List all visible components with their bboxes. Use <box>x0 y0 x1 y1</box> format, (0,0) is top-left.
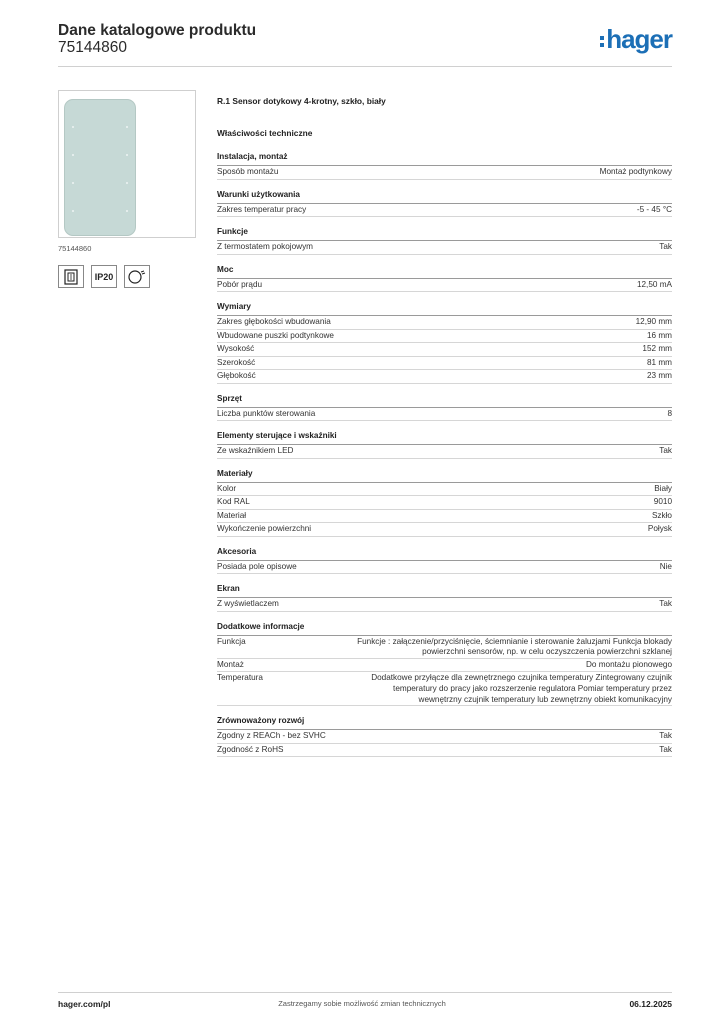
spec-row <box>217 659 672 673</box>
spec-section <box>217 302 672 384</box>
header-divider <box>58 66 672 67</box>
spec-label: Materiał <box>217 510 247 520</box>
footer-website[interactable]: hager.com/pl <box>58 999 111 1009</box>
spec-label: Z termostatem pokojowym <box>217 242 314 251</box>
spec-row <box>217 598 672 612</box>
spec-value: Tak <box>659 744 672 754</box>
spec-value: 12,90 mm <box>635 317 672 326</box>
touch-sensor-panel <box>64 99 136 236</box>
spec-row <box>217 316 672 330</box>
spec-label: Zakres głębokości wbudowania <box>217 317 331 326</box>
footer-divider <box>58 992 672 993</box>
hager-logo <box>600 26 672 52</box>
section-title: Moc <box>217 265 672 279</box>
spec-section <box>217 622 672 707</box>
spec-label: Wysokość <box>217 344 255 353</box>
spec-value: 81 mm <box>646 357 672 367</box>
spec-row <box>217 730 672 744</box>
spec-section <box>217 469 672 537</box>
spec-value: 23 mm <box>646 371 672 380</box>
spec-label: Zgodność z RoHS <box>217 744 284 754</box>
spec-row <box>217 672 672 706</box>
spec-row <box>217 241 672 255</box>
spec-label: Zgodny z REACh - bez SVHC <box>217 731 326 741</box>
spec-section <box>217 547 672 575</box>
section-title: Sprzęt <box>217 394 672 408</box>
product-title: R.1 Sensor dotykowy 4-krotny, szkło, biały <box>217 96 386 106</box>
section-title: Zrównoważony rozwój <box>217 716 672 730</box>
product-number: 75144860 <box>58 39 127 56</box>
spec-value: Szkło <box>651 510 672 520</box>
spec-row <box>217 561 672 575</box>
spec-label: Liczba punktów sterowania <box>217 408 316 418</box>
feature-icons <box>58 265 150 288</box>
spec-row <box>217 343 672 357</box>
spec-value: Tak <box>659 731 672 741</box>
spec-label: Wykończenie powierzchni <box>217 524 312 533</box>
spec-value: Tak <box>659 446 672 455</box>
spec-section <box>217 152 672 180</box>
spec-label: Z wyświetlaczem <box>217 599 279 608</box>
spec-row <box>217 204 672 218</box>
spec-row <box>217 166 672 180</box>
page-title: Dane katalogowe produktu <box>58 22 257 39</box>
spec-row <box>217 445 672 459</box>
spec-section <box>217 265 672 293</box>
properties-title: Właściwości techniczne <box>217 128 313 138</box>
image-caption: 75144860 <box>58 244 92 253</box>
spec-value: Funkcje : załączenie/przyciśnięcie, ściemnianie i sterowanie żaluzjami Funkcja blokady powierzchni sensorów, np. w celu oczyszczenia powierzchni szklanej <box>357 636 672 657</box>
spec-label: Zakres temperatur pracy <box>217 204 307 214</box>
spec-section <box>217 584 672 612</box>
spec-label: Wbudowane puszki podtynkowe <box>217 330 334 340</box>
spec-section <box>217 227 672 255</box>
spec-label: Posiada pole opisowe <box>217 561 297 571</box>
spec-value: -5 - 45 °C <box>636 204 672 214</box>
spec-section <box>217 190 672 218</box>
spec-label: Temperatura <box>217 673 263 683</box>
ip-rating-icon: IP20 <box>91 265 117 288</box>
spec-value: 12,50 mA <box>636 279 672 289</box>
section-title: Instalacja, montaż <box>217 152 672 166</box>
spec-row <box>217 636 672 659</box>
spec-value: 9010 <box>653 497 672 506</box>
section-title: Dodatkowe informacje <box>217 622 672 636</box>
section-title: Wymiary <box>217 302 672 316</box>
spec-value: 152 mm <box>642 344 672 353</box>
spec-value: 8 <box>667 408 672 418</box>
spec-row <box>217 408 672 422</box>
spec-row <box>217 279 672 293</box>
spec-label: Pobór prądu <box>217 279 263 289</box>
section-title: Elementy sterujące i wskaźniki <box>217 431 672 445</box>
spec-value: Montaż podtynkowy <box>599 167 672 176</box>
logo-text: hager <box>606 24 672 54</box>
spec-value: 16 mm <box>646 330 672 340</box>
spec-value: Do montażu pionowego <box>585 659 672 669</box>
spec-label: Kolor <box>217 483 237 493</box>
spec-label: Szerokość <box>217 357 256 367</box>
spec-label: Ze wskaźnikiem LED <box>217 446 294 455</box>
section-title: Akcesoria <box>217 547 672 561</box>
product-image <box>58 90 196 238</box>
spec-row <box>217 510 672 524</box>
spec-row <box>217 357 672 371</box>
spec-row <box>217 483 672 497</box>
section-title: Warunki użytkowania <box>217 190 672 204</box>
spec-label: Sposób montażu <box>217 167 279 176</box>
spec-sections <box>217 152 672 757</box>
spec-row <box>217 370 672 384</box>
spec-value: Nie <box>659 561 672 571</box>
spec-value: Połysk <box>647 524 672 533</box>
spec-value: Biały <box>654 483 672 493</box>
touch-sensor-icon <box>124 265 150 288</box>
spec-value: Tak <box>659 599 672 608</box>
section-title: Funkcje <box>217 227 672 241</box>
spec-content <box>217 96 672 757</box>
spec-row <box>217 744 672 758</box>
spec-value: Dodatkowe przyłącze dla zewnętrznego czujnika temperatury Zintegrowany czujnik temperatury do pracy jako rozszerzenie regulatora Pomiar temperatury przez wewnętrzny czujnik temperatury lub zewnętrzny obiekt komunikacyjny <box>371 673 672 704</box>
spec-row <box>217 523 672 537</box>
footer-disclaimer: Zastrzegamy sobie możliwość zmian technicznych <box>278 999 446 1008</box>
spec-label: Głębokość <box>217 371 256 380</box>
section-title: Ekran <box>217 584 672 598</box>
flush-mount-icon <box>58 265 84 288</box>
spec-value: Tak <box>659 242 672 251</box>
spec-row <box>217 496 672 510</box>
section-title: Materiały <box>217 469 672 483</box>
spec-label: Funkcja <box>217 636 246 646</box>
spec-label: Montaż <box>217 659 244 669</box>
footer-date: 06.12.2025 <box>629 999 672 1009</box>
spec-section <box>217 431 672 459</box>
spec-row <box>217 330 672 344</box>
spec-section <box>217 716 672 757</box>
spec-label: Kod RAL <box>217 497 250 506</box>
spec-section <box>217 394 672 422</box>
